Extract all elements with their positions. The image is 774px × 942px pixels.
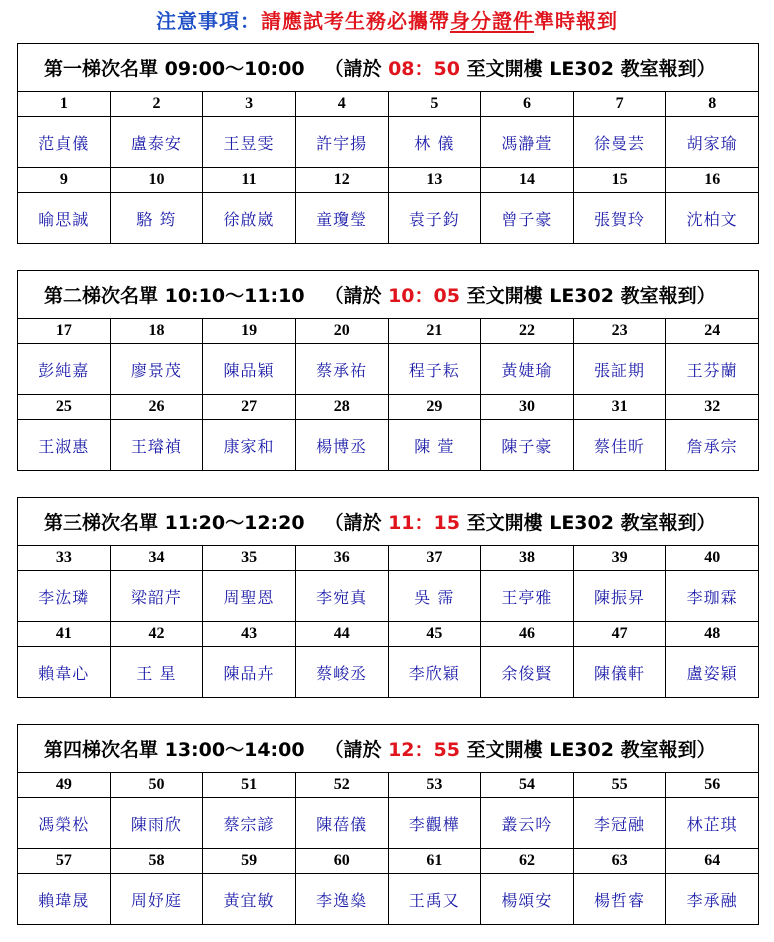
batch-title: 第二梯次名單 10:10～11:10: [44, 285, 305, 307]
batch-header: [18, 725, 759, 773]
seat-number: 51: [203, 773, 296, 798]
candidate-name: 王昱雯: [203, 117, 296, 168]
candidate-name: 楊哲睿: [573, 874, 666, 925]
seat-number: 37: [388, 546, 481, 571]
candidate-name: 張証期: [573, 344, 666, 395]
batch-report-prefix: （請於: [324, 512, 382, 534]
candidate-name: 胡家瑜: [666, 117, 759, 168]
seat-number: 12: [295, 168, 388, 193]
seat-number: 46: [481, 622, 574, 647]
batch-report-prefix: （請於: [324, 285, 382, 307]
candidate-name: 徐曼芸: [573, 117, 666, 168]
batch-1-table: [17, 43, 759, 244]
seat-number: 25: [18, 395, 111, 420]
candidate-name: 李珈霖: [666, 571, 759, 622]
seat-number: 48: [666, 622, 759, 647]
seat-number: 55: [573, 773, 666, 798]
seat-number: 41: [18, 622, 111, 647]
seat-number: 24: [666, 319, 759, 344]
candidate-name: 李觀樺: [388, 798, 481, 849]
candidate-name: 馮榮松: [18, 798, 111, 849]
candidate-name: 林 儀: [388, 117, 481, 168]
candidate-name: 吳 霈: [388, 571, 481, 622]
notice-banner: [0, 5, 774, 34]
batch-report-time: 08：50: [388, 58, 460, 80]
seat-number: 33: [18, 546, 111, 571]
batch-title: 第三梯次名單 11:20～12:20: [44, 512, 305, 534]
candidate-name: 蔡宗諺: [203, 798, 296, 849]
candidate-name: 曾子豪: [481, 193, 574, 244]
number-row: [18, 168, 759, 193]
candidate-name: 林芷琪: [666, 798, 759, 849]
candidate-name: 蔡承祐: [295, 344, 388, 395]
batch-4-table: [17, 724, 759, 925]
candidate-name: 詹承宗: [666, 420, 759, 471]
candidate-name: 盧泰安: [110, 117, 203, 168]
seat-number: 34: [110, 546, 203, 571]
seat-number: 53: [388, 773, 481, 798]
seat-number: 43: [203, 622, 296, 647]
name-row: [18, 647, 759, 698]
candidate-name: 李宛真: [295, 571, 388, 622]
batch-3-table: [17, 497, 759, 698]
seat-number: 59: [203, 849, 296, 874]
candidate-name: 馮瀞萱: [481, 117, 574, 168]
seat-number: 31: [573, 395, 666, 420]
candidate-name: 陳雨欣: [110, 798, 203, 849]
candidate-name: 蔡峻丞: [295, 647, 388, 698]
notice-text-end: 準時報到: [534, 9, 618, 33]
batch-report-time: 11：15: [388, 512, 460, 534]
seat-number: 21: [388, 319, 481, 344]
seat-number: 22: [481, 319, 574, 344]
candidate-name: 康家和: [203, 420, 296, 471]
candidate-name: 彭純嘉: [18, 344, 111, 395]
candidate-name: 李欣穎: [388, 647, 481, 698]
seat-number: 7: [573, 92, 666, 117]
candidate-name: 余俊賢: [481, 647, 574, 698]
seat-number: 54: [481, 773, 574, 798]
batch-report-time: 12：55: [388, 739, 460, 761]
seat-number: 58: [110, 849, 203, 874]
notice-id-document: 身分證件: [450, 9, 534, 33]
seat-number: 10: [110, 168, 203, 193]
seat-number: 42: [110, 622, 203, 647]
candidate-name: 王 星: [110, 647, 203, 698]
batch-report-time: 10：05: [388, 285, 460, 307]
notice-lead: 注意事項：: [156, 9, 261, 33]
number-row: [18, 849, 759, 874]
number-row: [18, 546, 759, 571]
candidate-name: 賴瑋晟: [18, 874, 111, 925]
candidate-name: 喻思誠: [18, 193, 111, 244]
batch-header: [18, 271, 759, 319]
number-row: [18, 319, 759, 344]
candidate-name: 周聖恩: [203, 571, 296, 622]
candidate-name: 駱 筠: [110, 193, 203, 244]
seat-number: 4: [295, 92, 388, 117]
seat-number: 20: [295, 319, 388, 344]
seat-number: 60: [295, 849, 388, 874]
seat-number: 38: [481, 546, 574, 571]
candidate-name: 廖景茂: [110, 344, 203, 395]
batch-header: [18, 498, 759, 546]
name-row: [18, 117, 759, 168]
seat-number: 27: [203, 395, 296, 420]
seat-number: 26: [110, 395, 203, 420]
seat-number: 13: [388, 168, 481, 193]
candidate-name: 陳儀軒: [573, 647, 666, 698]
seat-number: 14: [481, 168, 574, 193]
seat-number: 35: [203, 546, 296, 571]
batch-report-place: 至文開樓 LE302 教室報到）: [466, 285, 716, 307]
batch-report-place: 至文開樓 LE302 教室報到）: [466, 58, 716, 80]
seat-number: 1: [18, 92, 111, 117]
candidate-name: 李承融: [666, 874, 759, 925]
seat-number: 57: [18, 849, 111, 874]
seat-number: 8: [666, 92, 759, 117]
number-row: [18, 395, 759, 420]
seat-number: 2: [110, 92, 203, 117]
candidate-name: 程子耘: [388, 344, 481, 395]
candidate-name: 陳品卉: [203, 647, 296, 698]
candidate-name: 李汯璘: [18, 571, 111, 622]
candidate-name: 楊博丞: [295, 420, 388, 471]
seat-number: 36: [295, 546, 388, 571]
seat-number: 39: [573, 546, 666, 571]
seat-number: 49: [18, 773, 111, 798]
batch-report-place: 至文開樓 LE302 教室報到）: [466, 739, 716, 761]
candidate-name: 李逸燊: [295, 874, 388, 925]
batch-2-table: [17, 270, 759, 471]
candidate-name: 許宇揚: [295, 117, 388, 168]
batch-report-place: 至文開樓 LE302 教室報到）: [466, 512, 716, 534]
candidate-name: 盧姿穎: [666, 647, 759, 698]
batch-report-prefix: （請於: [324, 739, 382, 761]
batch-header: [18, 44, 759, 92]
seat-number: 61: [388, 849, 481, 874]
seat-number: 18: [110, 319, 203, 344]
seat-number: 6: [481, 92, 574, 117]
seat-number: 44: [295, 622, 388, 647]
candidate-name: 黃宜敏: [203, 874, 296, 925]
seat-number: 29: [388, 395, 481, 420]
candidate-name: 童瓊瑩: [295, 193, 388, 244]
seat-number: 16: [666, 168, 759, 193]
candidate-name: 王亭雅: [481, 571, 574, 622]
batch-title: 第四梯次名單 13:00～14:00: [44, 739, 305, 761]
candidate-name: 陳振昇: [573, 571, 666, 622]
seat-number: 28: [295, 395, 388, 420]
seat-number: 23: [573, 319, 666, 344]
seat-number: 11: [203, 168, 296, 193]
seat-number: 50: [110, 773, 203, 798]
number-row: [18, 622, 759, 647]
number-row: [18, 92, 759, 117]
name-row: [18, 344, 759, 395]
name-row: [18, 193, 759, 244]
notice-text: 請應試考生務必攜帶: [261, 9, 450, 33]
candidate-name: 陳品穎: [203, 344, 296, 395]
candidate-name: 陳子豪: [481, 420, 574, 471]
batch-title: 第一梯次名單 09:00～10:00: [44, 58, 305, 80]
seat-number: 56: [666, 773, 759, 798]
seat-number: 5: [388, 92, 481, 117]
candidate-name: 張賀玲: [573, 193, 666, 244]
seat-number: 45: [388, 622, 481, 647]
seat-number: 32: [666, 395, 759, 420]
seat-number: 9: [18, 168, 111, 193]
name-row: [18, 874, 759, 925]
seat-number: 47: [573, 622, 666, 647]
candidate-name: 陳 萱: [388, 420, 481, 471]
seat-number: 3: [203, 92, 296, 117]
seat-number: 52: [295, 773, 388, 798]
candidate-name: 徐啟崴: [203, 193, 296, 244]
name-row: [18, 798, 759, 849]
candidate-name: 王璿禎: [110, 420, 203, 471]
candidate-name: 蔡佳昕: [573, 420, 666, 471]
candidate-name: 范貞儀: [18, 117, 111, 168]
seat-number: 30: [481, 395, 574, 420]
seat-number: 15: [573, 168, 666, 193]
batch-report-prefix: （請於: [324, 58, 382, 80]
candidate-name: 賴韋心: [18, 647, 111, 698]
candidate-name: 楊頌安: [481, 874, 574, 925]
candidate-name: 陳蓓儀: [295, 798, 388, 849]
candidate-name: 王禹又: [388, 874, 481, 925]
seat-number: 19: [203, 319, 296, 344]
candidate-name: 黃婕瑜: [481, 344, 574, 395]
candidate-name: 王淑惠: [18, 420, 111, 471]
number-row: [18, 773, 759, 798]
seat-number: 17: [18, 319, 111, 344]
seat-number: 40: [666, 546, 759, 571]
name-row: [18, 571, 759, 622]
candidate-name: 周妤庭: [110, 874, 203, 925]
candidate-name: 梁韶芹: [110, 571, 203, 622]
seat-number: 63: [573, 849, 666, 874]
candidate-name: 沈柏文: [666, 193, 759, 244]
candidate-name: 袁子鈞: [388, 193, 481, 244]
seat-number: 64: [666, 849, 759, 874]
seat-number: 62: [481, 849, 574, 874]
candidate-name: 叢云吟: [481, 798, 574, 849]
candidate-name: 王芬蘭: [666, 344, 759, 395]
candidate-name: 李冠融: [573, 798, 666, 849]
name-row: [18, 420, 759, 471]
